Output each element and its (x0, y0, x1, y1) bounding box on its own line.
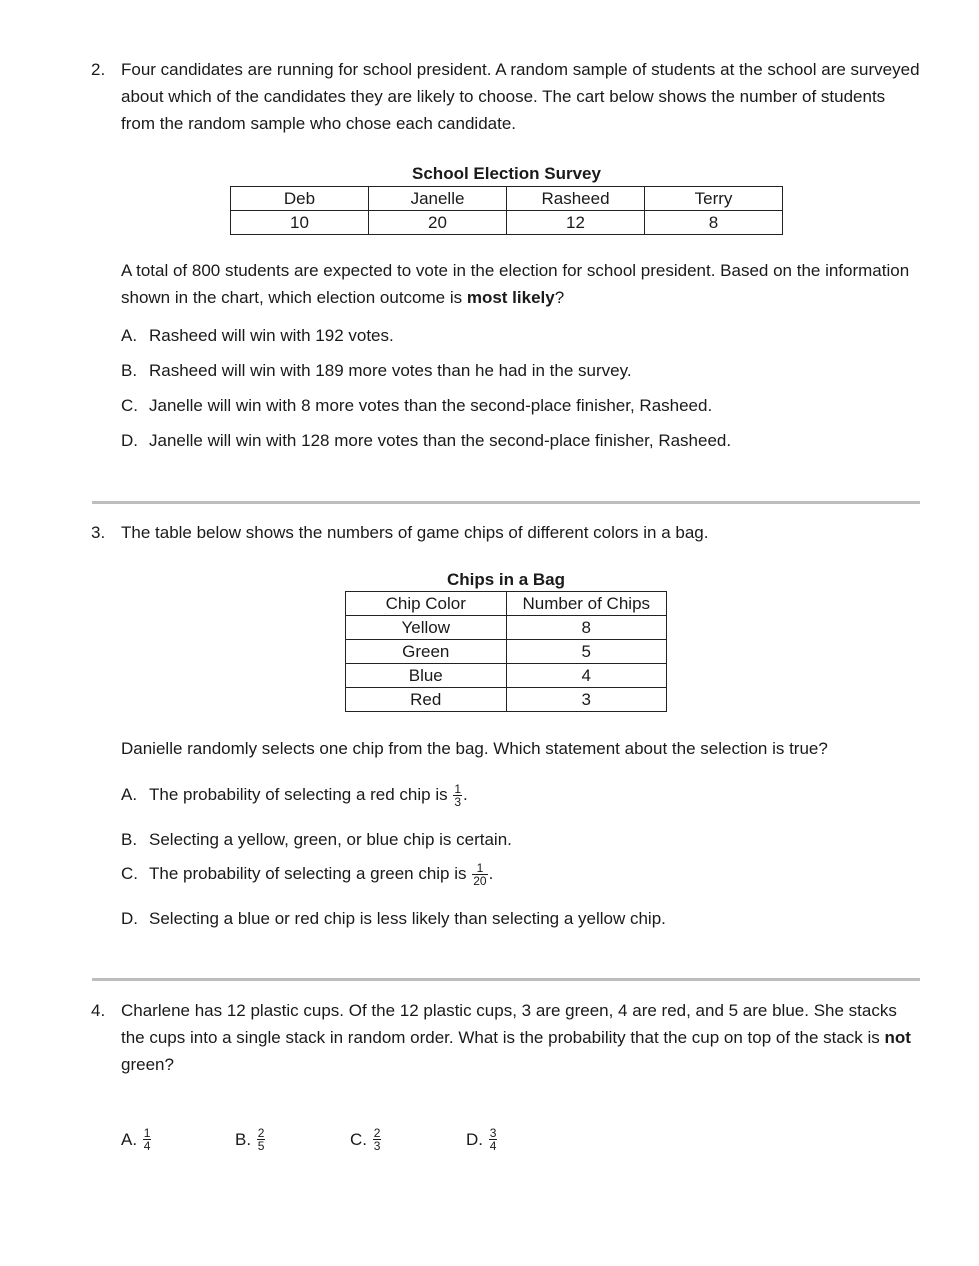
section-divider (92, 978, 920, 981)
answer-choice-c[interactable] (121, 862, 493, 887)
fraction (373, 1127, 382, 1152)
answer-choice-d[interactable] (121, 909, 666, 929)
choice-label: D. (466, 1129, 483, 1149)
table-cell: 10 (231, 211, 369, 235)
question-text-end: ? (554, 288, 565, 307)
table-row (231, 187, 783, 211)
table-row (346, 616, 667, 640)
answer-choice-d[interactable] (121, 431, 731, 451)
fraction-numerator: 2 (257, 1126, 265, 1140)
answer-choice-d[interactable] (466, 1127, 498, 1152)
table-header-cell: Terry (645, 187, 783, 211)
table-row (231, 211, 783, 235)
choice-label: B. (121, 830, 138, 849)
question-number: 2. (91, 60, 106, 79)
choice-label: D. (121, 431, 138, 450)
choice-label: A. (121, 1129, 138, 1149)
table-header-cell: Deb (231, 187, 369, 211)
fraction (257, 1127, 266, 1152)
choice-text: Rasheed will win with 192 votes. (149, 326, 394, 345)
question-text-end: green? (121, 1055, 174, 1074)
section-divider (92, 501, 920, 504)
answer-choice-b[interactable] (121, 830, 512, 850)
table-row (346, 664, 667, 688)
table-cell: 4 (506, 664, 667, 688)
question-text (121, 257, 921, 311)
table-header-cell: Rasheed (507, 187, 645, 211)
table-cell: 5 (506, 640, 667, 664)
choice-label: C. (350, 1129, 367, 1149)
table-title: School Election Survey (412, 164, 601, 183)
question-number: 4. (91, 1001, 106, 1020)
fraction (453, 783, 462, 808)
choice-label: C. (121, 396, 138, 415)
fraction-denominator: 3 (373, 1139, 381, 1153)
fraction (472, 862, 487, 887)
table-cell: 12 (507, 211, 645, 235)
table-cell: Blue (346, 664, 507, 688)
fraction-numerator: 1 (454, 782, 462, 796)
fraction-numerator: 1 (472, 862, 487, 875)
choice-text: Rasheed will win with 189 more votes than he had in the survey. (149, 361, 632, 380)
choice-label: A. (121, 784, 138, 804)
choice-text: Janelle will win with 128 more votes than the second-place finisher, Rasheed. (149, 431, 732, 450)
fraction-denominator: 4 (489, 1139, 497, 1153)
chips-table (345, 591, 667, 712)
choice-text: Janelle will win with 8 more votes than the second-place finisher, Rasheed. (149, 396, 713, 415)
question-prompt (121, 997, 921, 1078)
answer-choice-a[interactable] (121, 1127, 152, 1152)
fraction-numerator: 2 (373, 1126, 381, 1140)
table-cell: 3 (506, 688, 667, 712)
table-row (346, 688, 667, 712)
choice-text: The probability of selecting a green chip is (149, 863, 472, 883)
choice-label: B. (235, 1129, 252, 1149)
emphasis-text: not (884, 1028, 911, 1047)
question-prompt: The table below shows the numbers of game chips of different colors in a bag. (121, 523, 709, 542)
table-cell: Yellow (346, 616, 507, 640)
emphasis-text: most likely (466, 288, 555, 307)
table-row (346, 592, 667, 616)
fraction-numerator: 3 (489, 1126, 497, 1140)
table-header-cell: Janelle (369, 187, 507, 211)
choice-label: D. (121, 909, 138, 928)
fraction-denominator: 20 (473, 874, 487, 888)
question-text-start: Charlene has 12 plastic cups. Of the 12 plastic cups, 3 are green, 4 are red, and 5 are blue. She stacks the cups into a single stack in random order. What is the probability that the cup on top of the stack is (121, 1001, 897, 1047)
fraction (143, 1127, 152, 1152)
answer-choice-c[interactable] (121, 396, 712, 416)
question-number: 3. (91, 523, 106, 542)
table-row (346, 640, 667, 664)
answer-choice-c[interactable] (350, 1127, 382, 1152)
fraction (489, 1127, 498, 1152)
question-text-start: A total of 800 students are expected to vote in the election for school president. Based on the information shown in the chart, which election outcome is (121, 261, 910, 307)
fraction-denominator: 5 (257, 1139, 265, 1153)
table-header-cell: Number of Chips (506, 592, 667, 616)
choice-label: C. (121, 863, 138, 883)
choice-label: B. (121, 361, 138, 380)
answer-choice-a[interactable] (121, 783, 468, 808)
table-cell: 20 (369, 211, 507, 235)
table-cell: Red (346, 688, 507, 712)
choice-text-end: . (463, 784, 468, 804)
election-survey-table (230, 186, 783, 235)
question-text: Danielle randomly selects one chip from the bag. Which statement about the selection is true? (121, 739, 828, 758)
answer-choice-b[interactable] (235, 1127, 266, 1152)
choice-text: The probability of selecting a red chip is (149, 784, 453, 804)
table-header-cell: Chip Color (346, 592, 507, 616)
fraction-denominator: 4 (143, 1139, 151, 1153)
choice-text: Selecting a blue or red chip is less likely than selecting a yellow chip. (149, 909, 666, 928)
table-cell: Green (346, 640, 507, 664)
fraction-numerator: 1 (143, 1126, 151, 1140)
question-prompt: Four candidates are running for school president. A random sample of students at the school are surveyed about which of the candidates they are likely to choose. The cart below shows the number of students from the random sample who chose each candidate. (121, 60, 920, 133)
choice-text-end: . (488, 863, 494, 883)
answer-choice-b[interactable] (121, 361, 632, 381)
fraction-denominator: 3 (454, 795, 462, 809)
answer-choice-a[interactable] (121, 326, 394, 346)
table-cell: 8 (645, 211, 783, 235)
choice-text: Selecting a yellow, green, or blue chip is certain. (149, 830, 512, 849)
table-cell: 8 (506, 616, 667, 640)
choice-label: A. (121, 326, 138, 345)
table-title: Chips in a Bag (446, 570, 566, 589)
